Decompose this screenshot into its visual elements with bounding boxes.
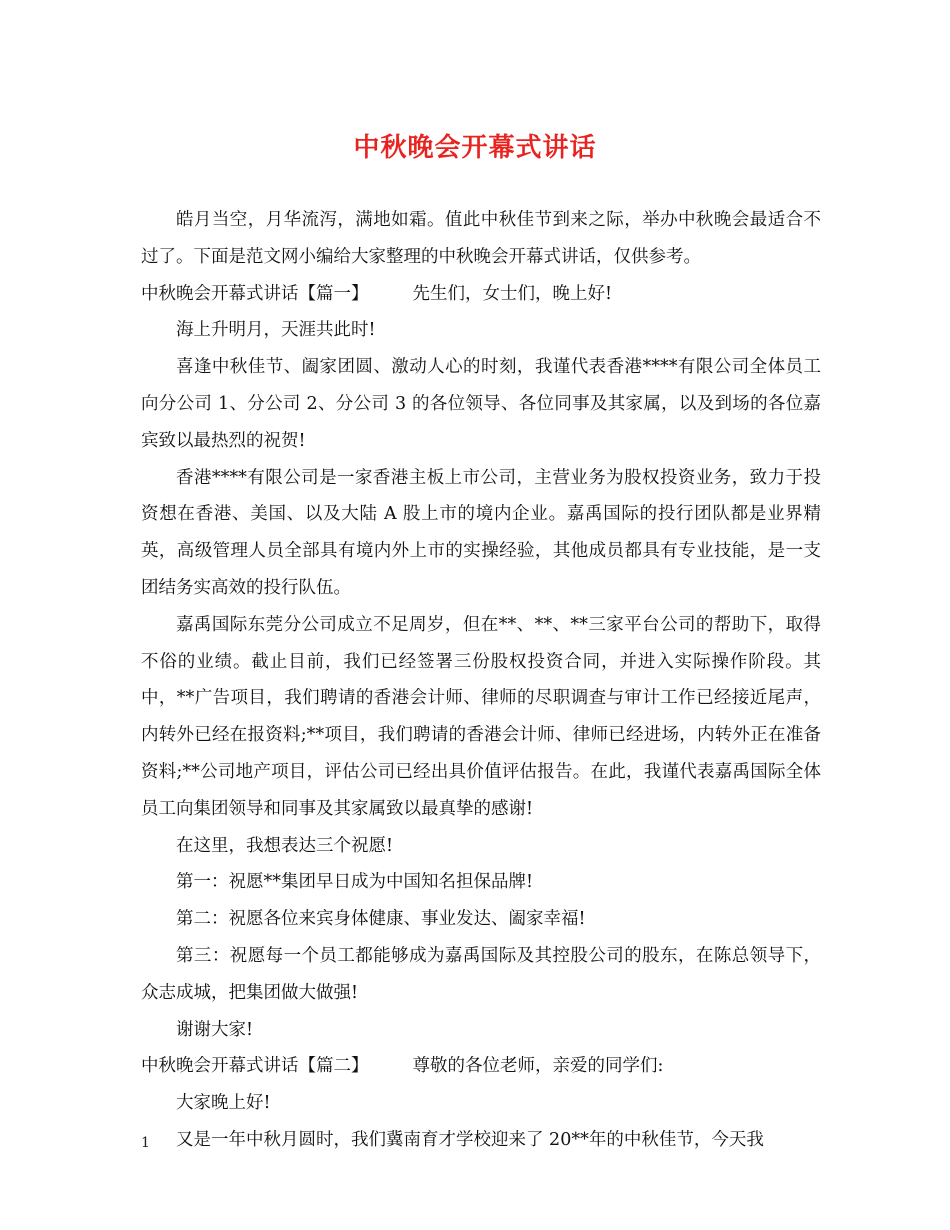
section-heading-2: 中秋晚会开幕式讲话【篇二】 [141, 1056, 369, 1077]
page-number: 1 [141, 1135, 150, 1151]
paragraph-mid-autumn: 又是一年中秋月圆时，我们冀南育才学校迎来了 20**年的中秋佳节，今天我 [176, 1129, 764, 1150]
paragraph-branch-progress: 嘉禹国际东莞分公司成立不足周岁，但在**、**、**三家平台公司的帮助下，取得不俗的业绩。截止目前，我们已经签署三份股权投资合同，并进入实际操作阶段。其中，**广告项目，我们聘请的香港会计师、律师的尽职调查与审计工作已经接近尾声，内转外已经在报资料;**项目，我们聘请的香港会计师、律师已经进场，内转外正在准备资料;**公司地产项目，评估公司已经出具价值评估报告。在此，我谨代表嘉禹国际全体员工向集团领导和同事及其家属致以最真挚的感谢! [141, 614, 821, 819]
paragraph-wish-2: 第二：祝愿各位来宾身体健康、事业发达、阖家幸福! [176, 909, 586, 930]
paragraph-evening-greeting: 大家晚上好! [176, 1093, 271, 1114]
paragraph-wish-1: 第一：祝愿**集团早日成为中国知名担保品牌! [176, 872, 534, 893]
section-heading-line-1 [141, 276, 821, 313]
document-title: 中秋晚会开幕式讲话 [353, 133, 597, 163]
paragraph-wishes-intro: 在这里，我想表达三个祝愿! [176, 835, 394, 856]
section-heading-line-2 [141, 1048, 821, 1085]
intro-paragraph: 皓月当空，月华流泻，满地如霜。值此中秋佳节到来之际，举办中秋晚会最适合不过了。下面是范文网小编给大家整理的中秋晚会开幕式讲话，仅供参考。 [141, 210, 821, 267]
paragraph-wish-3: 第三：祝愿每一个员工都能够成为嘉禹国际及其控股公司的股东，在陈总领导下，众志成城，把集团做大做强! [141, 945, 821, 1003]
paragraph-congratulation: 喜逢中秋佳节、阖家团圆、激动人心的时刻，我谨代表香港****有限公司全体员工向分公司 1、分公司 2、分公司 3 的各位领导、各位同事及其家属，以及到场的各位嘉宾致以最热烈的祝贺! [141, 357, 821, 451]
section-heading-1: 中秋晚会开幕式讲话【篇一】 [141, 283, 369, 304]
paragraph-poem: 海上升明月，天涯共此时! [176, 320, 376, 341]
paragraph-company-intro: 香港****有限公司是一家香港主板上市公司，主营业务为股权投资业务，致力于投资想在香港、美国、以及大陆 A 股上市的境内企业。嘉禹国际的投行团队都是业界精英，高级管理人员全部具有境内外上市的实操经验，其他成员都具有专业技能，是一支团结务实高效的投行队伍。 [141, 467, 821, 598]
section-greeting-2: 尊敬的各位老师，亲爱的同学们: [412, 1056, 664, 1077]
section-greeting-1: 先生们，女士们，晚上好! [412, 283, 613, 304]
paragraph-thanks: 谢谢大家! [176, 1019, 254, 1040]
document-body [141, 202, 821, 1159]
